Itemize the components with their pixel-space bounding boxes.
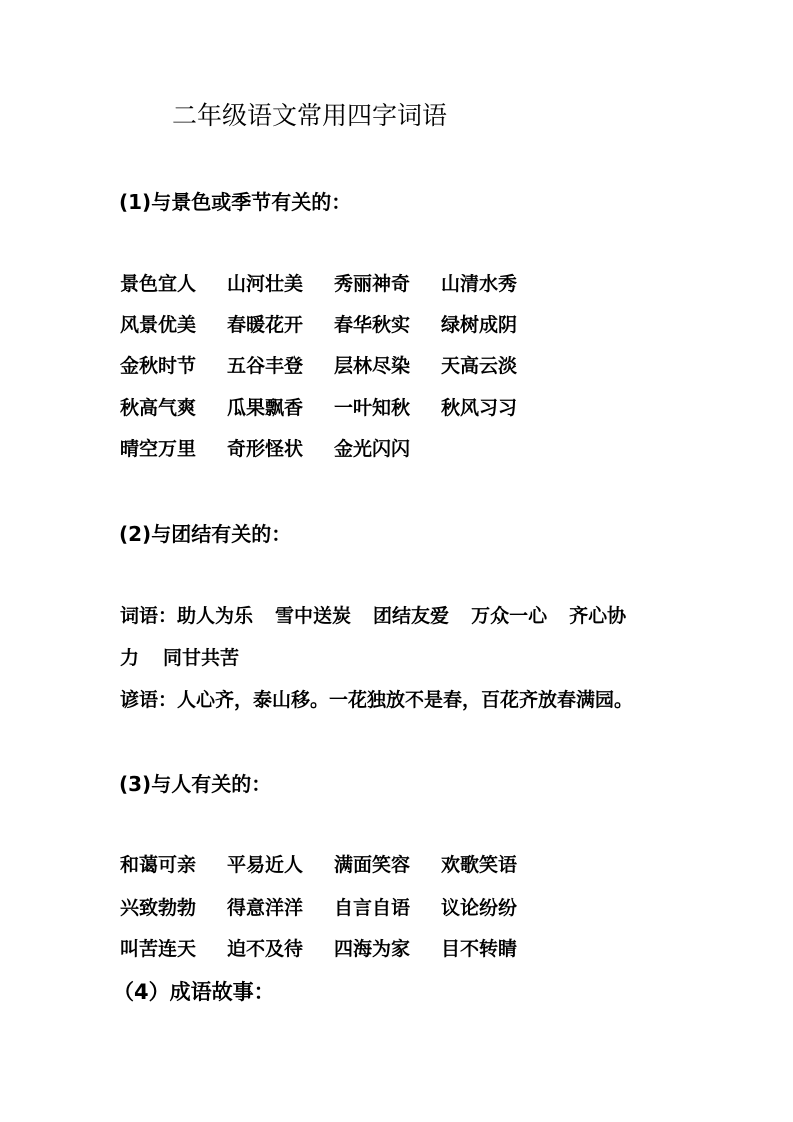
word-item: 绿树成阴 [441, 314, 518, 336]
section-4-heading: （4）成语故事： [113, 980, 275, 1004]
word-item: 雪中送炭 [275, 605, 352, 627]
word-item: 奇形怪状 [227, 438, 304, 460]
word-item: 助人为乐 [177, 605, 254, 627]
word-item: 晴空万里 [120, 438, 197, 460]
words-label: 词语： [120, 605, 178, 627]
word-item: 天高云淡 [441, 355, 518, 377]
word-item: 秋风习习 [441, 397, 518, 419]
word-item: 满面笑容 [334, 854, 411, 876]
word-item: 议论纷纷 [441, 897, 518, 919]
word-item: 自言自语 [334, 897, 411, 919]
word-item: 春华秋实 [334, 314, 411, 336]
word-item: 春暖花开 [227, 314, 304, 336]
word-item: 叫苦连天 [120, 938, 197, 960]
word-item: 同甘共苦 [163, 647, 240, 669]
word-item: 秋高气爽 [120, 397, 197, 419]
section-1-heading: (1)与景色或季节有关的： [119, 190, 352, 214]
section-2-words-line-2 [120, 644, 239, 672]
word-item: 欢歌笑语 [441, 854, 518, 876]
section-2-heading: (2)与团结有关的： [119, 522, 292, 546]
word-item: 瓜果飘香 [227, 397, 304, 419]
word-item: 和蔼可亲 [120, 854, 197, 876]
word-item: 齐心协 [569, 605, 627, 627]
word-item: 五谷丰登 [227, 355, 304, 377]
word-item: 迫不及待 [227, 938, 304, 960]
word-item: 平易近人 [227, 854, 304, 876]
word-item: 得意洋洋 [227, 897, 304, 919]
word-item: 风景优美 [120, 314, 197, 336]
word-item: 景色宜人 [120, 273, 197, 295]
word-fragment: 力 [120, 647, 140, 669]
word-item: 金光闪闪 [334, 438, 411, 460]
proverb-label: 谚语： [120, 689, 178, 711]
word-item: 层林尽染 [334, 355, 411, 377]
word-item: 山清水秀 [441, 273, 518, 295]
section-2-proverb-line [120, 686, 633, 714]
word-item: 山河壮美 [227, 273, 304, 295]
word-item: 一叶知秋 [334, 397, 411, 419]
section-3-heading: (3)与人有关的： [119, 772, 272, 796]
proverb-text: 人心齐，泰山移。一花独放不是春，百花齐放春满园。 [177, 689, 634, 711]
word-item: 团结友爱 [373, 605, 450, 627]
word-item: 兴致勃勃 [120, 897, 197, 919]
section-2-words-line-1 [120, 602, 626, 630]
word-item: 秀丽神奇 [334, 273, 411, 295]
word-item: 万众一心 [471, 605, 548, 627]
word-item: 四海为家 [334, 938, 411, 960]
page-title: 二年级语文常用四字词语 [172, 101, 448, 130]
word-item: 金秋时节 [120, 355, 197, 377]
word-item: 目不转睛 [441, 938, 518, 960]
